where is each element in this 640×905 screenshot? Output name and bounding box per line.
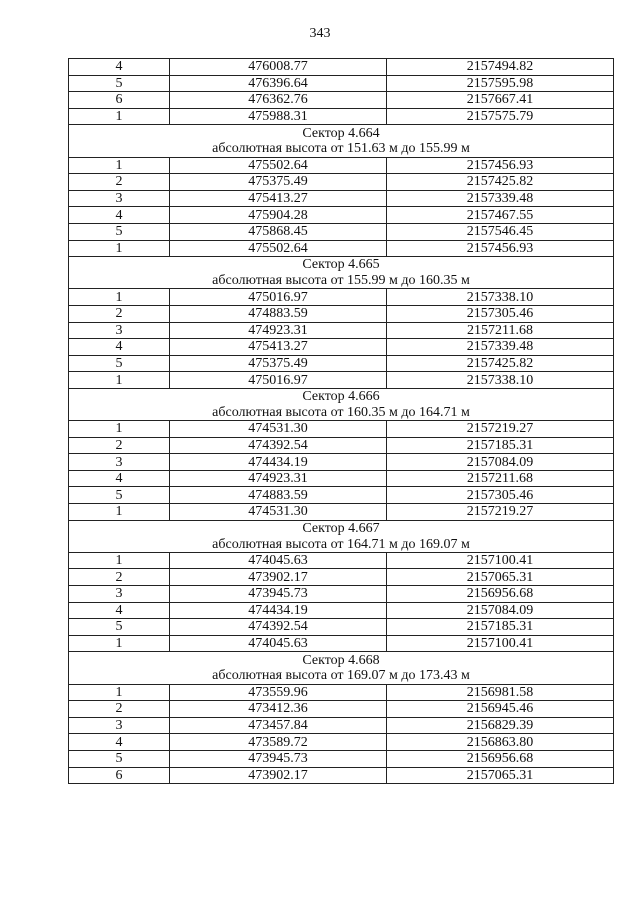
table-row bbox=[69, 240, 614, 257]
x-coordinate-cell: 473902.17 bbox=[170, 767, 387, 784]
point-number-cell: 3 bbox=[69, 322, 170, 339]
table-row bbox=[69, 59, 614, 76]
table-row bbox=[69, 355, 614, 372]
x-coordinate-cell: 474883.59 bbox=[170, 487, 387, 504]
x-coordinate-cell: 474883.59 bbox=[170, 305, 387, 322]
point-number-cell: 1 bbox=[69, 108, 170, 125]
point-number-cell: 4 bbox=[69, 207, 170, 224]
y-coordinate-cell: 2157667.41 bbox=[387, 92, 614, 109]
y-coordinate-cell: 2157185.31 bbox=[387, 619, 614, 636]
x-coordinate-cell: 474045.63 bbox=[170, 552, 387, 569]
table-row bbox=[69, 289, 614, 306]
y-coordinate-cell: 2156945.46 bbox=[387, 701, 614, 718]
y-coordinate-cell: 2157456.93 bbox=[387, 240, 614, 257]
sector-height-range: абсолютная высота от 164.71 м до 169.07 м bbox=[69, 536, 614, 552]
sector-height-range-row bbox=[69, 273, 614, 289]
y-coordinate-cell: 2157339.48 bbox=[387, 190, 614, 207]
point-number-cell: 1 bbox=[69, 157, 170, 174]
x-coordinate-cell: 473945.73 bbox=[170, 750, 387, 767]
y-coordinate-cell: 2157425.82 bbox=[387, 174, 614, 191]
y-coordinate-cell: 2156956.68 bbox=[387, 586, 614, 603]
x-coordinate-cell: 473589.72 bbox=[170, 734, 387, 751]
y-coordinate-cell: 2157494.82 bbox=[387, 59, 614, 76]
table-row bbox=[69, 602, 614, 619]
table-row bbox=[69, 470, 614, 487]
y-coordinate-cell: 2157065.31 bbox=[387, 767, 614, 784]
sector-title-row bbox=[69, 520, 614, 536]
point-number-cell: 2 bbox=[69, 174, 170, 191]
sector-height-range: абсолютная высота от 160.35 м до 164.71 м bbox=[69, 404, 614, 420]
y-coordinate-cell: 2157467.55 bbox=[387, 207, 614, 224]
point-number-cell: 4 bbox=[69, 59, 170, 76]
x-coordinate-cell: 473457.84 bbox=[170, 717, 387, 734]
x-coordinate-cell: 475988.31 bbox=[170, 108, 387, 125]
y-coordinate-cell: 2157305.46 bbox=[387, 487, 614, 504]
table-row bbox=[69, 157, 614, 174]
sector-height-range-row bbox=[69, 141, 614, 157]
table-row bbox=[69, 569, 614, 586]
x-coordinate-cell: 473412.36 bbox=[170, 701, 387, 718]
x-coordinate-cell: 474392.54 bbox=[170, 619, 387, 636]
sector-height-range: абсолютная высота от 169.07 м до 173.43 м bbox=[69, 668, 614, 684]
y-coordinate-cell: 2156981.58 bbox=[387, 684, 614, 701]
point-number-cell: 1 bbox=[69, 240, 170, 257]
y-coordinate-cell: 2157065.31 bbox=[387, 569, 614, 586]
sector-height-range-row bbox=[69, 404, 614, 420]
sector-title-row bbox=[69, 125, 614, 141]
y-coordinate-cell: 2157575.79 bbox=[387, 108, 614, 125]
table-row bbox=[69, 305, 614, 322]
table-row bbox=[69, 504, 614, 521]
sector-title: Сектор 4.667 bbox=[69, 520, 614, 536]
point-number-cell: 1 bbox=[69, 289, 170, 306]
point-number-cell: 4 bbox=[69, 470, 170, 487]
table-row bbox=[69, 684, 614, 701]
x-coordinate-cell: 473945.73 bbox=[170, 586, 387, 603]
point-number-cell: 5 bbox=[69, 75, 170, 92]
table-row bbox=[69, 750, 614, 767]
page-number: 343 bbox=[309, 26, 331, 41]
x-coordinate-cell: 475413.27 bbox=[170, 339, 387, 356]
table-row bbox=[69, 552, 614, 569]
x-coordinate-cell: 475904.28 bbox=[170, 207, 387, 224]
table-row bbox=[69, 619, 614, 636]
x-coordinate-cell: 476008.77 bbox=[170, 59, 387, 76]
point-number-cell: 5 bbox=[69, 355, 170, 372]
point-number-cell: 1 bbox=[69, 372, 170, 389]
y-coordinate-cell: 2156956.68 bbox=[387, 750, 614, 767]
point-number-cell: 1 bbox=[69, 552, 170, 569]
point-number-cell: 1 bbox=[69, 635, 170, 652]
sector-title-row bbox=[69, 257, 614, 273]
point-number-cell: 5 bbox=[69, 487, 170, 504]
table-row bbox=[69, 223, 614, 240]
coordinates-table bbox=[68, 58, 614, 784]
table-row bbox=[69, 454, 614, 471]
y-coordinate-cell: 2157211.68 bbox=[387, 322, 614, 339]
x-coordinate-cell: 475868.45 bbox=[170, 223, 387, 240]
x-coordinate-cell: 474045.63 bbox=[170, 635, 387, 652]
x-coordinate-cell: 475016.97 bbox=[170, 289, 387, 306]
x-coordinate-cell: 475413.27 bbox=[170, 190, 387, 207]
y-coordinate-cell: 2157425.82 bbox=[387, 355, 614, 372]
y-coordinate-cell: 2157338.10 bbox=[387, 372, 614, 389]
sector-height-range: абсолютная высота от 155.99 м до 160.35 м bbox=[69, 273, 614, 289]
y-coordinate-cell: 2157211.68 bbox=[387, 470, 614, 487]
table-row bbox=[69, 339, 614, 356]
point-number-cell: 4 bbox=[69, 734, 170, 751]
sector-height-range-row bbox=[69, 668, 614, 684]
point-number-cell: 4 bbox=[69, 602, 170, 619]
point-number-cell: 5 bbox=[69, 223, 170, 240]
y-coordinate-cell: 2157339.48 bbox=[387, 339, 614, 356]
point-number-cell: 2 bbox=[69, 701, 170, 718]
x-coordinate-cell: 475502.64 bbox=[170, 240, 387, 257]
point-number-cell: 3 bbox=[69, 190, 170, 207]
y-coordinate-cell: 2157084.09 bbox=[387, 602, 614, 619]
sector-height-range: абсолютная высота от 151.63 м до 155.99 м bbox=[69, 141, 614, 157]
table-row bbox=[69, 767, 614, 784]
x-coordinate-cell: 474392.54 bbox=[170, 437, 387, 454]
x-coordinate-cell: 476396.64 bbox=[170, 75, 387, 92]
y-coordinate-cell: 2157219.27 bbox=[387, 504, 614, 521]
x-coordinate-cell: 474434.19 bbox=[170, 454, 387, 471]
point-number-cell: 2 bbox=[69, 305, 170, 322]
x-coordinate-cell: 475375.49 bbox=[170, 355, 387, 372]
sector-title: Сектор 4.664 bbox=[69, 125, 614, 141]
table-row bbox=[69, 207, 614, 224]
table-row bbox=[69, 586, 614, 603]
table-row bbox=[69, 437, 614, 454]
table-row bbox=[69, 108, 614, 125]
table-row bbox=[69, 174, 614, 191]
y-coordinate-cell: 2156863.80 bbox=[387, 734, 614, 751]
x-coordinate-cell: 474923.31 bbox=[170, 470, 387, 487]
x-coordinate-cell: 474923.31 bbox=[170, 322, 387, 339]
y-coordinate-cell: 2157338.10 bbox=[387, 289, 614, 306]
point-number-cell: 3 bbox=[69, 454, 170, 471]
y-coordinate-cell: 2157100.41 bbox=[387, 552, 614, 569]
point-number-cell: 1 bbox=[69, 421, 170, 438]
y-coordinate-cell: 2157305.46 bbox=[387, 305, 614, 322]
y-coordinate-cell: 2156829.39 bbox=[387, 717, 614, 734]
sector-height-range-row bbox=[69, 536, 614, 552]
point-number-cell: 4 bbox=[69, 339, 170, 356]
x-coordinate-cell: 475502.64 bbox=[170, 157, 387, 174]
sector-title: Сектор 4.666 bbox=[69, 388, 614, 404]
table-row bbox=[69, 734, 614, 751]
coordinates-table-body bbox=[69, 59, 614, 784]
point-number-cell: 3 bbox=[69, 717, 170, 734]
table-row bbox=[69, 701, 614, 718]
table-row bbox=[69, 421, 614, 438]
point-number-cell: 2 bbox=[69, 569, 170, 586]
point-number-cell: 3 bbox=[69, 586, 170, 603]
x-coordinate-cell: 473559.96 bbox=[170, 684, 387, 701]
x-coordinate-cell: 474531.30 bbox=[170, 504, 387, 521]
table-row bbox=[69, 322, 614, 339]
y-coordinate-cell: 2157456.93 bbox=[387, 157, 614, 174]
table-row bbox=[69, 717, 614, 734]
table-row bbox=[69, 635, 614, 652]
y-coordinate-cell: 2157546.45 bbox=[387, 223, 614, 240]
table-row bbox=[69, 75, 614, 92]
point-number-cell: 1 bbox=[69, 684, 170, 701]
sector-title: Сектор 4.665 bbox=[69, 257, 614, 273]
x-coordinate-cell: 476362.76 bbox=[170, 92, 387, 109]
point-number-cell: 5 bbox=[69, 619, 170, 636]
x-coordinate-cell: 474434.19 bbox=[170, 602, 387, 619]
table-row bbox=[69, 372, 614, 389]
x-coordinate-cell: 474531.30 bbox=[170, 421, 387, 438]
table-row bbox=[69, 487, 614, 504]
y-coordinate-cell: 2157595.98 bbox=[387, 75, 614, 92]
point-number-cell: 6 bbox=[69, 92, 170, 109]
y-coordinate-cell: 2157084.09 bbox=[387, 454, 614, 471]
sector-title-row bbox=[69, 388, 614, 404]
point-number-cell: 2 bbox=[69, 437, 170, 454]
table-row bbox=[69, 92, 614, 109]
point-number-cell: 5 bbox=[69, 750, 170, 767]
x-coordinate-cell: 473902.17 bbox=[170, 569, 387, 586]
sector-title-row bbox=[69, 652, 614, 668]
sector-title: Сектор 4.668 bbox=[69, 652, 614, 668]
y-coordinate-cell: 2157100.41 bbox=[387, 635, 614, 652]
y-coordinate-cell: 2157185.31 bbox=[387, 437, 614, 454]
point-number-cell: 6 bbox=[69, 767, 170, 784]
x-coordinate-cell: 475375.49 bbox=[170, 174, 387, 191]
point-number-cell: 1 bbox=[69, 504, 170, 521]
table-row bbox=[69, 190, 614, 207]
y-coordinate-cell: 2157219.27 bbox=[387, 421, 614, 438]
x-coordinate-cell: 475016.97 bbox=[170, 372, 387, 389]
